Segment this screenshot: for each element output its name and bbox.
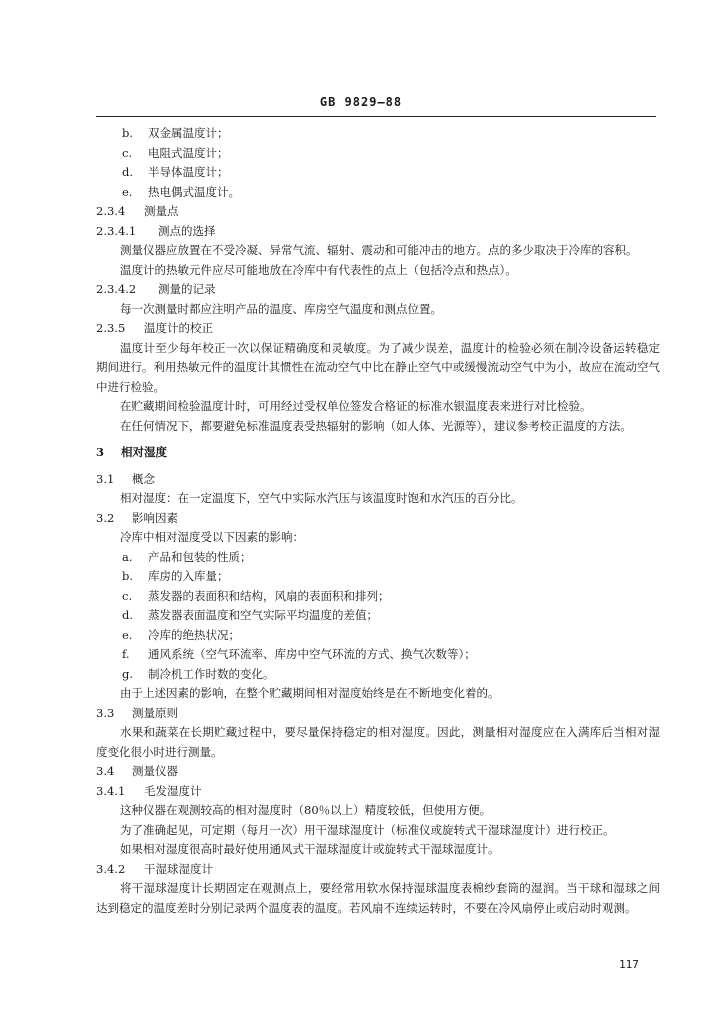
paragraph: 这种仪器在观测较高的相对湿度时（80％以上）精度较低，但使用方便。: [120, 803, 492, 817]
paragraph: 在贮藏期间检验温度计时，可用经过受权单位签发合格证的标准水银温度表来进行对比检验。: [120, 399, 592, 413]
paragraph: 温度计的热敏元件应尽可能地放在冷库中有代表性的点上（包括冷点和热点）。: [120, 262, 517, 277]
heading-number: 3.1: [96, 471, 115, 486]
list-item-label: b.: [122, 126, 134, 140]
page-header: GB 9829—88: [319, 95, 403, 109]
list-item-text: 双金属温度计；: [148, 126, 229, 140]
list-item: [96, 124, 660, 144]
list-item: [96, 144, 660, 164]
list-item-label: a.: [122, 549, 133, 564]
paragraph: 温度计至少每年校正一次以保证精确度和灵敏度。为了减少误差，温度计的检验必须在制冷设备运转稳定期间进行。利用热敏元件的温度计其惯性在流动空气中比在静止空气中或缓慢流动空气中为小，故应在流动空气中进行检验。: [96, 340, 660, 394]
section-heading: [96, 222, 660, 242]
section-heading: [96, 704, 660, 724]
list-item-label: f.: [122, 647, 130, 661]
list-item-text: 通风系统（空气环流率、库房中空气环流的方式、换气次数等）；: [148, 647, 476, 661]
heading-title: 毛发湿度计: [144, 783, 202, 798]
list-item-text: 半导体温度计；: [148, 165, 229, 179]
list-item-text: 热电偶式温度计。: [148, 184, 240, 199]
list-item-label: e.: [122, 184, 133, 199]
heading-number: 3.3: [96, 705, 115, 720]
list-item-text: 蒸发器表面温度和空气实际平均温度的差值；: [148, 608, 378, 622]
list-item-label: b.: [122, 569, 134, 583]
heading-number: 2.3.4.1: [96, 223, 137, 238]
section-heading: [96, 762, 660, 782]
heading-title: 测量的记录: [158, 282, 216, 296]
list-item: [96, 606, 660, 626]
heading-number: 3.4.2: [96, 861, 126, 876]
list-item: [96, 183, 660, 203]
list-item: [96, 587, 660, 607]
heading-number: 2.3.4.2: [96, 282, 137, 296]
paragraph: 在任何情况下，都要避免标准温度表受热辐射的影响（如人体、光源等），建议参考校正温度的方法。: [120, 418, 632, 433]
section-heading: [96, 860, 660, 880]
list-item-text: 冷库的绝热状况；: [148, 627, 240, 642]
list-item: [96, 567, 660, 587]
list-item-label: e.: [122, 627, 133, 642]
list-item-text: 蒸发器的表面积和结构，风扇的表面积和排列；: [148, 588, 390, 603]
paragraph: 每一次测量时都应注明产品的温度、库房空气温度和测点位置。: [120, 301, 442, 316]
heading-number: 3.4.1: [96, 783, 126, 798]
list-item-text: 库房的入库量；: [148, 569, 229, 583]
paragraph: 测量仪器应放置在不受冷凝、异常气流、辐射、震动和可能冲击的地方。点的多少取决于冷库的容积。: [120, 243, 638, 257]
list-item-label: g.: [122, 666, 134, 681]
list-item: [96, 548, 660, 568]
section-heading: [96, 443, 660, 463]
paragraph: 将干湿球湿度计长期固定在观测点上，要经常用软水保持湿球温度表棉纱套筒的湿润。当干球和湿球之间达到稳定的温度差时分别记录两个温度表的温度。若风扇不连续运转时，不要在冷风扇停止或启动时观测。: [96, 881, 660, 915]
section-heading: [96, 470, 660, 490]
paragraph: 由于上述因素的影响，在整个贮藏期间相对湿度始终是在不断地变化着的。: [120, 686, 500, 700]
header-rule: [96, 116, 656, 117]
list-item-label: c.: [122, 145, 133, 160]
heading-title: 干湿球湿度计: [144, 861, 213, 876]
paragraph: 水果和蔬菜在长期贮藏过程中，要尽量保持稳定的相对湿度。因此，测量相对湿度应在入满库后当相对湿度变化很小时进行测量。: [96, 725, 660, 759]
list-item: [96, 665, 660, 685]
list-item-label: d.: [122, 608, 134, 622]
heading-title: 测量点: [144, 204, 179, 218]
list-item-text: 电阻式温度计；: [148, 145, 229, 160]
heading-number: 3: [96, 445, 105, 459]
section-heading: [96, 319, 660, 339]
heading-title: 概念: [132, 471, 155, 486]
list-item: [96, 163, 660, 183]
paragraph: 如果相对湿度很高时最好使用通风式干湿球湿度计或旋转式干湿球湿度计。: [120, 842, 500, 856]
heading-title: 测量原则: [132, 705, 178, 720]
section-heading: [96, 280, 660, 300]
section-heading: [96, 782, 660, 802]
list-item-label: d.: [122, 165, 134, 179]
list-item-label: c.: [122, 588, 133, 603]
heading-number: 2.3.5: [96, 321, 126, 335]
heading-number: 2.3.4: [96, 204, 126, 218]
section-heading: [96, 202, 660, 222]
list-item-text: 产品和包装的性质；: [148, 549, 252, 564]
paragraph: 相对湿度：在一定温度下，空气中实际水汽压与该温度时饱和水汽压的百分比。: [120, 491, 523, 505]
page-number: 117: [619, 958, 639, 971]
heading-title: 相对湿度: [121, 445, 167, 459]
list-item: [96, 645, 660, 665]
heading-number: 3.2: [96, 510, 115, 525]
list-item: [96, 626, 660, 646]
section-heading: [96, 509, 660, 529]
heading-title: 测量仪器: [132, 764, 178, 778]
heading-title: 测点的选择: [158, 223, 216, 238]
heading-title: 影响因素: [132, 510, 178, 525]
heading-number: 3.4: [96, 764, 115, 778]
paragraph: 为了准确起见，可定期（每月一次）用干湿球湿度计（标准仪或旋转式干湿球湿度计）进行校正。: [120, 822, 615, 837]
list-item-text: 制冷机工作时数的变化。: [148, 666, 275, 681]
heading-title: 温度计的校正: [144, 321, 213, 335]
paragraph: 冷库中相对湿度受以下因素的影响：: [120, 530, 304, 544]
document-body: [96, 124, 660, 918]
